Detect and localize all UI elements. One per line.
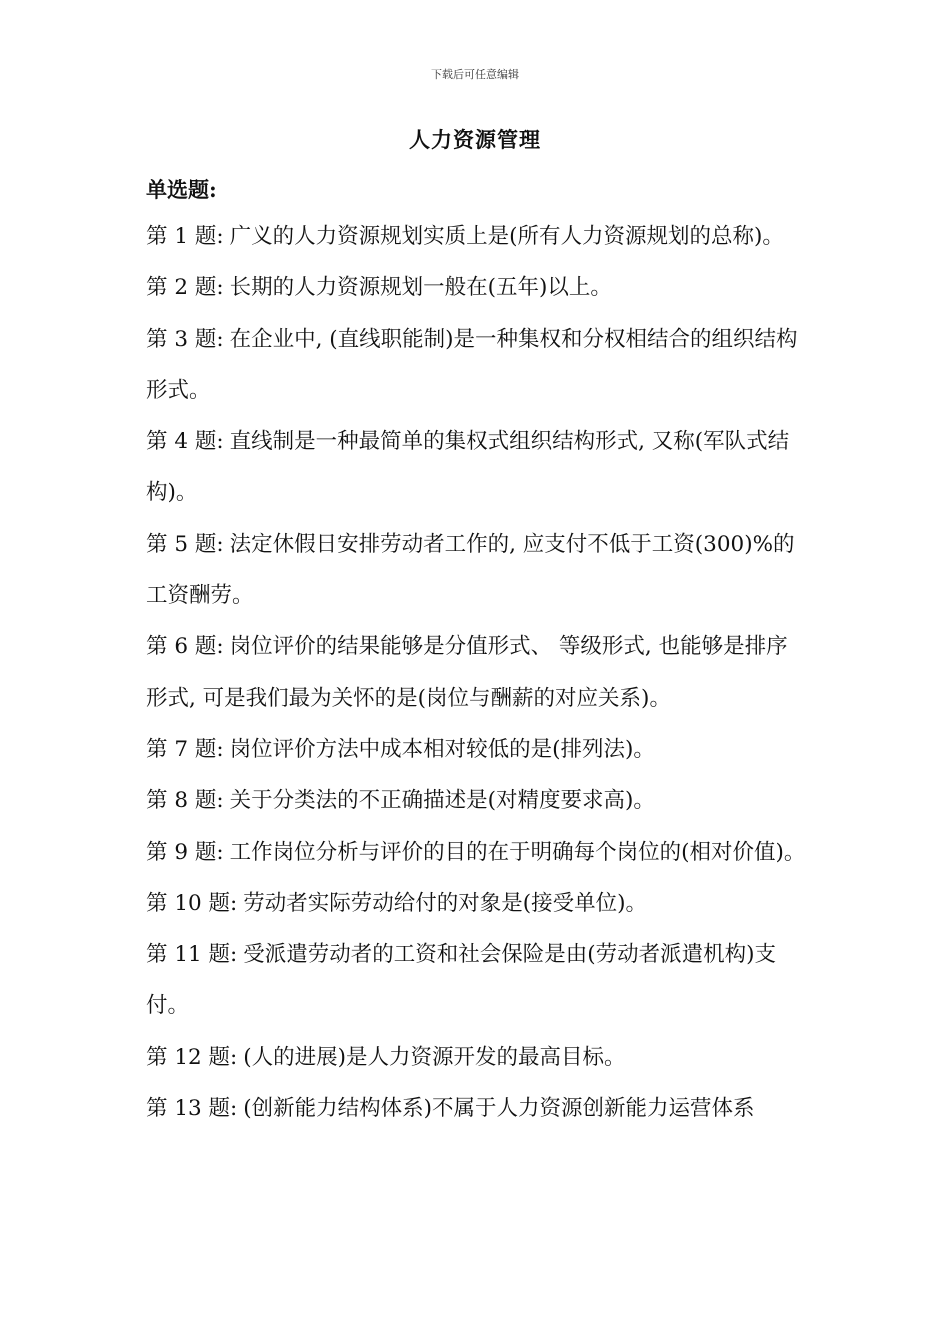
question-13: [146, 1083, 806, 1134]
document-title: 人力资源管理: [409, 127, 541, 152]
question-number: 第 10 题:: [146, 890, 238, 916]
question-1: [146, 211, 806, 262]
header-note: 下载后可任意编辑: [431, 68, 519, 81]
question-8: [146, 775, 806, 826]
question-number: 第 1 题:: [146, 224, 224, 249]
question-answer-text: (人的进展)是人力资源开发的最高目标。: [243, 1044, 626, 1070]
question-number: 第 11 题:: [146, 942, 238, 968]
question-7: [146, 724, 806, 775]
question-answer-text: 岗位评价的结果能够是分值形式、 等级形式, 也能够是排序形式, 可是我们最为关怀的是(岗位与酬薪的对应关系)。: [146, 634, 788, 711]
question-number: 第 12 题:: [146, 1044, 238, 1070]
question-answer-text: 法定休假日安排劳动者工作的, 应支付不低于工资(300)%的工资酬劳。: [146, 531, 795, 609]
question-number: 第 13 题:: [146, 1096, 238, 1122]
question-answer-text: 在企业中, (直线职能制)是一种集权和分权相结合的组织结构形式。: [146, 326, 798, 403]
question-3: [146, 314, 806, 417]
question-answer-text: 工作岗位分析与评价的目的在于明确每个岗位的(相对价值)。: [229, 839, 806, 865]
question-list: [146, 211, 806, 1134]
question-answer-text: 岗位评价方法中成本相对较低的是(排列法)。: [229, 736, 655, 762]
question-number: 第 7 题:: [146, 736, 224, 762]
question-5: [146, 519, 806, 622]
question-2: [146, 262, 806, 313]
question-number: 第 3 题:: [146, 326, 224, 352]
question-answer-text: 关于分类法的不正确描述是(对精度要求高)。: [229, 788, 655, 814]
section-title: 单选题:: [146, 177, 217, 202]
question-answer-text: 受派遣劳动者的工资和社会保险是由(劳动者派遣机构)支付。: [146, 942, 777, 1019]
question-number: 第 9 题:: [146, 839, 224, 865]
question-6: [146, 621, 806, 724]
question-number: 第 8 题:: [146, 788, 224, 814]
question-answer-text: (创新能力结构体系)不属于人力资源创新能力运营体系: [243, 1096, 755, 1122]
question-9: [146, 827, 806, 878]
question-12: [146, 1032, 806, 1083]
question-answer-text: 劳动者实际劳动给付的对象是(接受单位)。: [243, 890, 648, 916]
question-answer-text: 长期的人力资源规划一般在(五年)以上。: [229, 275, 612, 301]
question-answer-text: 广义的人力资源规划实质上是(所有人力资源规划的总称)。: [229, 224, 784, 249]
question-number: 第 6 题:: [146, 634, 224, 660]
question-4: [146, 416, 806, 519]
question-answer-text: 直线制是一种最简单的集权式组织结构形式, 又称(军队式结构)。: [146, 429, 790, 506]
question-number: 第 2 题:: [146, 275, 224, 301]
question-number: 第 5 题:: [146, 531, 224, 557]
question-11: [146, 929, 806, 1032]
question-number: 第 4 题:: [146, 429, 224, 455]
question-10: [146, 878, 806, 929]
